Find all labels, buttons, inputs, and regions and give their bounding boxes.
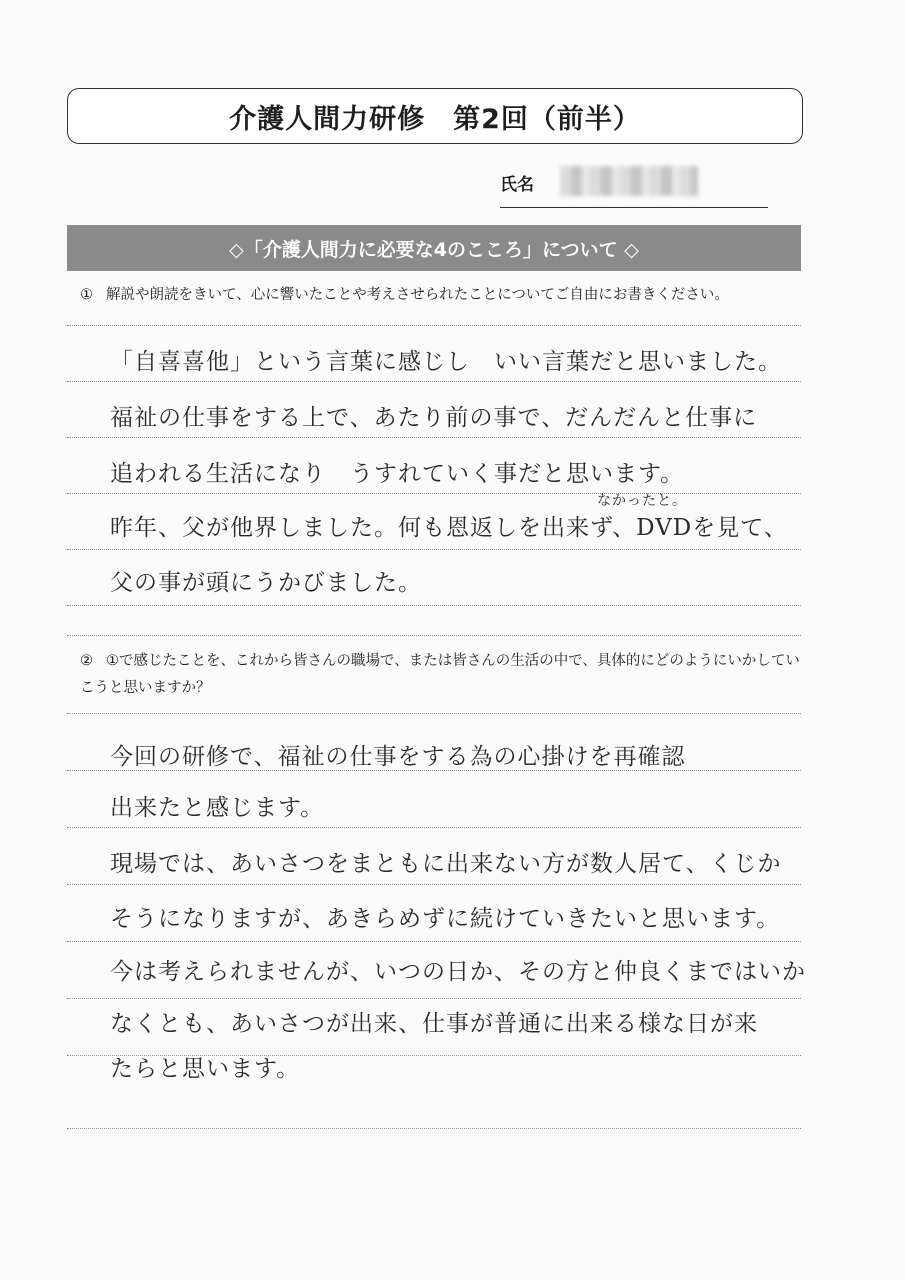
name-underline xyxy=(500,207,768,208)
answer-2-line: 出来たと感じます。 xyxy=(110,795,325,821)
answer-1-line: 「自喜喜他」という言葉に感じし いい言葉だと思いました。 xyxy=(110,349,782,375)
question-2-number: ② xyxy=(80,653,93,669)
answer-2-line: そうになりますが、あきらめずに続けていきたいと思います。 xyxy=(110,906,781,932)
name-label: 氏名 xyxy=(500,175,534,195)
answer-2-line: たらと思います。 xyxy=(110,1056,301,1082)
answer-2-line: 現場では、あいさつをまともに出来ない方が数人居て、くじか xyxy=(110,851,782,877)
answer-1-line: 父の事が頭にうかびました。 xyxy=(110,570,422,596)
answer-2-line: なくとも、あいさつが出来、仕事が普通に出来る様な日が来 xyxy=(110,1011,758,1037)
redacted-name xyxy=(560,166,698,196)
answer-2-line: 今回の研修で、福祉の仕事をする為の心掛けを再確認 xyxy=(110,744,686,770)
section-heading: ◇「介護人間力に必要な4のこころ」について ◇ xyxy=(67,225,801,271)
question-2-text: ①で感じたことを、これから皆さんの職場で、または皆さんの生活の中で、具体的にどのようにいかしていこうと思いますか？ xyxy=(80,653,800,696)
question-1-text: 解説や朗読をきいて、心に響いたことや考えさせられたことについてご自由にお書きください。 xyxy=(106,287,729,303)
question-1 xyxy=(80,282,729,309)
question-1-number: ① xyxy=(80,287,93,303)
page-title: 介護人間力研修 第2回（前半） xyxy=(67,88,803,144)
answer-1-line: 福祉の仕事をする上で、あたり前の事で、だんだんと仕事に xyxy=(110,405,758,431)
answer-2-line: 今は考えられませんが、いつの日か、その方と仲良くまではいか xyxy=(110,959,806,985)
question-2 xyxy=(80,648,800,702)
answer-1-insertion: なかったと。 xyxy=(597,493,687,509)
answer-1-line: 追われる生活になり うすれていく事だと思います。 xyxy=(110,461,685,487)
answer-1-line: 昨年、父が他界しました。何も恩返しを出来ず、DVDを見て、 xyxy=(110,515,788,541)
